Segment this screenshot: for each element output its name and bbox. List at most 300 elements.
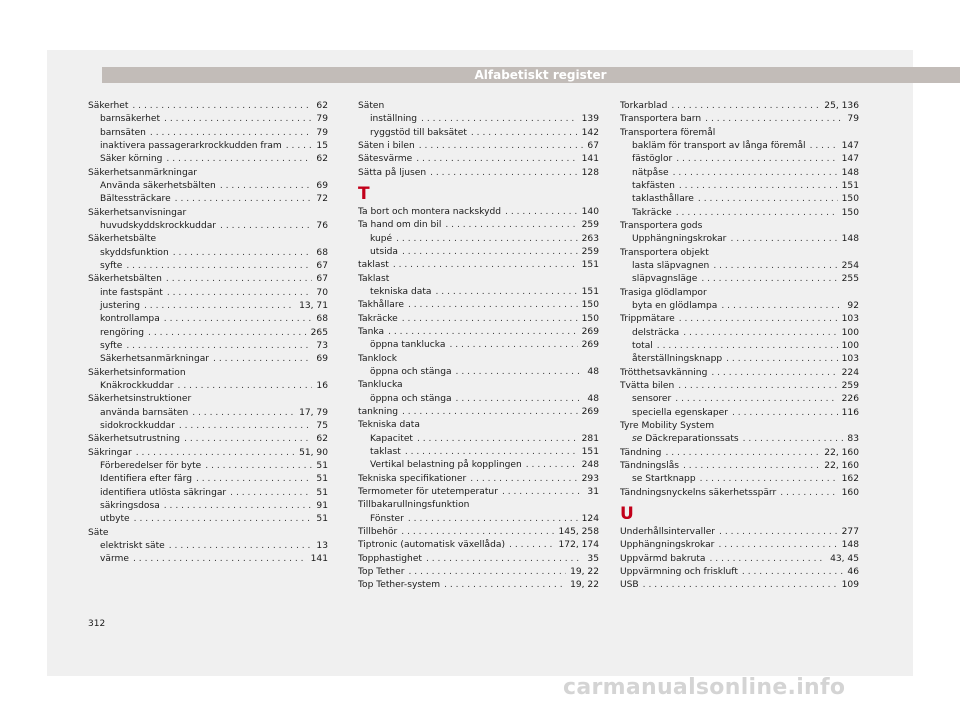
entry-term: Tvätta bilen bbox=[620, 380, 675, 391]
index-entry bbox=[358, 579, 599, 592]
dot-leader bbox=[676, 207, 838, 220]
index-subentry bbox=[88, 287, 328, 300]
index-entry bbox=[88, 527, 328, 540]
page-reference: 67 bbox=[316, 260, 328, 271]
index-entry bbox=[358, 259, 599, 272]
page-reference: 19, 22 bbox=[570, 566, 599, 577]
dot-leader bbox=[179, 420, 313, 433]
dot-leader bbox=[421, 113, 578, 126]
entry-term: delsträcka bbox=[632, 327, 680, 338]
page-reference: 43, 45 bbox=[830, 553, 859, 564]
page-reference: 62 bbox=[316, 434, 328, 445]
entry-term: Trippmätare bbox=[620, 314, 675, 325]
page-reference: 100 bbox=[841, 340, 859, 351]
index-entry bbox=[358, 100, 599, 113]
index-subentry bbox=[88, 180, 328, 193]
entry-term: elektriskt säte bbox=[100, 540, 165, 551]
index-subentry bbox=[88, 113, 328, 126]
dot-leader bbox=[166, 153, 312, 166]
entry-term: speciella egenskaper bbox=[632, 407, 728, 418]
dot-leader bbox=[679, 180, 838, 193]
entry-term: Taklast bbox=[358, 273, 390, 284]
entry-term: Termometer för utetemperatur bbox=[358, 486, 498, 497]
index-subentry bbox=[88, 473, 328, 486]
entry-term: Säkerhetsinstruktioner bbox=[88, 394, 192, 405]
page-reference: 22, 160 bbox=[824, 460, 859, 471]
dot-leader bbox=[780, 487, 837, 500]
page-reference: 124 bbox=[581, 513, 599, 524]
entry-term: värme bbox=[100, 554, 129, 565]
page-reference: 67 bbox=[316, 274, 328, 285]
dot-leader bbox=[144, 300, 295, 313]
entry-term: syfte bbox=[100, 260, 123, 271]
entry-term: Säkerhetsbälte bbox=[88, 234, 157, 245]
entry-term: lasta släpvagnen bbox=[632, 260, 710, 271]
entry-term: se Startknapp bbox=[632, 474, 696, 485]
index-entry bbox=[358, 167, 599, 180]
index-subentry bbox=[620, 193, 859, 206]
index-subentry bbox=[620, 233, 859, 246]
index-entry bbox=[358, 313, 599, 326]
page-reference: 151 bbox=[581, 286, 599, 297]
entry-term: syfte bbox=[100, 340, 123, 351]
entry-term: Tändningsnyckelns säkerhetsspärr bbox=[620, 487, 777, 498]
index-subentry bbox=[88, 380, 328, 393]
page-reference: 13, 71 bbox=[299, 300, 328, 311]
entry-term: identifiera utlösta säkringar bbox=[100, 487, 227, 498]
dot-leader bbox=[810, 140, 838, 153]
index-subentry bbox=[88, 153, 328, 166]
entry-term: Tanklucka bbox=[358, 380, 403, 391]
page-reference: 263 bbox=[581, 233, 599, 244]
dot-leader bbox=[679, 313, 838, 326]
entry-term: Säkerhetsutrustning bbox=[88, 434, 181, 445]
entry-term: Torkarblad bbox=[620, 101, 668, 111]
page-reference: 148 bbox=[841, 234, 859, 245]
entry-term: Uppvärmning och friskluft bbox=[620, 566, 738, 577]
page-reference: 148 bbox=[841, 167, 859, 178]
page-reference: 92 bbox=[847, 300, 859, 311]
index-subentry bbox=[358, 233, 599, 246]
index-subentry bbox=[620, 340, 859, 353]
index-entry bbox=[358, 473, 599, 486]
dot-leader bbox=[167, 287, 313, 300]
page-reference: 140 bbox=[581, 206, 599, 217]
page-reference: 51 bbox=[316, 487, 328, 498]
page-reference: 148 bbox=[841, 540, 859, 551]
index-entry bbox=[620, 447, 859, 460]
entry-term: återställningsknapp bbox=[632, 354, 723, 365]
index-entry bbox=[88, 447, 328, 460]
index-entry bbox=[88, 433, 328, 446]
page-reference: 255 bbox=[841, 274, 859, 285]
entry-term: Tanka bbox=[358, 326, 385, 337]
entry-term: Top Tether-system bbox=[358, 580, 441, 591]
dot-leader bbox=[401, 526, 554, 539]
page-reference: 269 bbox=[581, 340, 599, 351]
dot-leader bbox=[164, 500, 313, 513]
entry-term: Sätesvärme bbox=[358, 154, 413, 165]
page-reference: 17, 79 bbox=[299, 407, 328, 418]
index-entry bbox=[358, 153, 599, 166]
page-reference: 162 bbox=[841, 474, 859, 485]
index-entry bbox=[358, 406, 599, 419]
index-subentry bbox=[358, 286, 599, 299]
entry-term: Transportera barn bbox=[620, 114, 702, 125]
page-reference: 91 bbox=[316, 500, 328, 511]
entry-term: inaktivera passagerarkrockkudden fram bbox=[100, 140, 282, 151]
dot-leader bbox=[718, 539, 837, 552]
dot-leader bbox=[150, 127, 313, 140]
index-entry bbox=[88, 393, 328, 406]
index-subentry bbox=[88, 353, 328, 366]
page-reference: 76 bbox=[316, 220, 328, 231]
page-reference: 100 bbox=[841, 327, 859, 338]
page-reference: 62 bbox=[316, 154, 328, 165]
index-column-2 bbox=[358, 100, 599, 592]
dot-leader bbox=[220, 180, 313, 193]
dot-leader bbox=[732, 407, 838, 420]
entry-term: Säkerhetsbälten bbox=[88, 274, 162, 285]
entry-term: kupé bbox=[370, 233, 393, 244]
page-reference: 62 bbox=[316, 101, 328, 111]
index-entry bbox=[620, 579, 859, 592]
page-reference: 68 bbox=[316, 247, 328, 258]
dot-leader bbox=[470, 473, 577, 486]
dot-leader bbox=[430, 167, 578, 180]
page-reference: 150 bbox=[841, 194, 859, 205]
index-subentry bbox=[88, 300, 328, 313]
index-entry bbox=[358, 353, 599, 366]
dot-leader bbox=[710, 553, 827, 566]
index-subentry bbox=[358, 246, 599, 259]
entry-term: barnsäkerhet bbox=[100, 114, 161, 125]
entry-term: Säten bbox=[358, 101, 385, 111]
page-reference: 79 bbox=[316, 127, 328, 138]
dot-leader bbox=[408, 299, 578, 312]
dot-leader bbox=[205, 460, 312, 473]
entry-term: utbyte bbox=[100, 514, 130, 525]
index-subentry bbox=[88, 220, 328, 233]
dot-leader bbox=[178, 380, 313, 393]
page-reference: 259 bbox=[841, 380, 859, 391]
index-entry bbox=[358, 486, 599, 499]
entry-term: Topphastighet bbox=[358, 553, 422, 564]
page-reference: 67 bbox=[587, 140, 599, 151]
page-reference: 150 bbox=[841, 207, 859, 218]
page-reference: 103 bbox=[841, 314, 859, 325]
entry-term: inställning bbox=[370, 114, 418, 125]
page-reference: 160 bbox=[841, 487, 859, 498]
index-entry bbox=[88, 367, 328, 380]
dot-leader bbox=[192, 407, 295, 420]
index-entry bbox=[358, 499, 599, 512]
dot-leader bbox=[175, 193, 313, 206]
index-entry bbox=[358, 206, 599, 219]
dot-leader bbox=[402, 246, 578, 259]
entry-term: Takräcke bbox=[358, 313, 398, 324]
entry-term: Ta bort och montera nackskydd bbox=[358, 206, 502, 217]
index-entry bbox=[620, 100, 859, 113]
page-reference: 72 bbox=[316, 194, 328, 205]
dot-leader bbox=[719, 526, 838, 539]
index-entry bbox=[88, 167, 328, 180]
page-reference: 259 bbox=[581, 220, 599, 231]
page-reference: 142 bbox=[581, 127, 599, 138]
entry-term: tekniska data bbox=[370, 286, 432, 297]
page-reference: 48 bbox=[587, 366, 599, 377]
dot-leader bbox=[164, 313, 313, 326]
section-letter: U bbox=[620, 503, 634, 524]
dot-leader bbox=[230, 487, 312, 500]
page-reference: 13 bbox=[316, 540, 328, 551]
page-reference: 83 bbox=[847, 434, 859, 445]
page-reference: 151 bbox=[581, 260, 599, 271]
dot-leader bbox=[700, 473, 838, 486]
index-entry bbox=[620, 380, 859, 393]
entry-term: Sätta på ljusen bbox=[358, 167, 427, 178]
index-subentry bbox=[620, 407, 859, 420]
index-entry bbox=[620, 539, 859, 552]
dot-leader bbox=[730, 233, 837, 246]
index-subentry bbox=[620, 327, 859, 340]
dot-leader bbox=[743, 433, 844, 446]
page-reference: 73 bbox=[316, 340, 328, 351]
page-reference: 103 bbox=[841, 354, 859, 365]
entry-term: Tiptronic (automatisk växellåda) bbox=[358, 540, 506, 551]
dot-leader bbox=[134, 513, 313, 526]
page-reference: 139 bbox=[581, 114, 599, 125]
dot-leader bbox=[220, 220, 312, 233]
dot-leader bbox=[416, 153, 577, 166]
index-subentry bbox=[88, 487, 328, 500]
page-reference: 293 bbox=[581, 473, 599, 484]
page-reference: 48 bbox=[587, 393, 599, 404]
dot-leader bbox=[449, 339, 577, 352]
page-reference: 51, 90 bbox=[299, 447, 328, 458]
entry-term: Trötthetsavkänning bbox=[620, 367, 708, 378]
entry-term: justering bbox=[100, 300, 140, 311]
dot-leader bbox=[705, 113, 843, 126]
index-entry bbox=[358, 219, 599, 232]
index-subentry bbox=[88, 260, 328, 273]
page-reference: 259 bbox=[581, 246, 599, 257]
watermark: carmanualsonline.info bbox=[563, 675, 846, 700]
entry-term: Tekniska specifikationer bbox=[358, 473, 467, 484]
page-reference: 224 bbox=[841, 367, 859, 378]
entry-term: tankning bbox=[358, 406, 398, 417]
index-subentry bbox=[620, 393, 859, 406]
entry-term: Säkerhetsanmärkningar bbox=[100, 354, 210, 365]
dot-leader bbox=[742, 566, 844, 579]
entry-term: taklast bbox=[358, 260, 389, 271]
dot-leader bbox=[673, 167, 838, 180]
page-reference: 35 bbox=[587, 553, 599, 564]
entry-term: Säkerhet bbox=[88, 101, 129, 111]
index-entry bbox=[620, 566, 859, 579]
entry-term: Tillbakarullningsfunktion bbox=[358, 500, 470, 511]
page-reference: 281 bbox=[581, 433, 599, 444]
dot-leader bbox=[683, 460, 820, 473]
page-reference: 226 bbox=[841, 394, 859, 405]
dot-leader bbox=[393, 259, 578, 272]
page-reference: 31 bbox=[587, 486, 599, 497]
page-reference: 46 bbox=[847, 566, 859, 577]
entry-term: Identifiera efter färg bbox=[100, 474, 192, 485]
page-reference: 69 bbox=[316, 180, 328, 191]
entry-term: inte fastspänt bbox=[100, 287, 163, 298]
entry-term: bakläm för transport av långa föremål bbox=[632, 140, 806, 151]
index-subentry bbox=[620, 353, 859, 366]
index-subentry bbox=[88, 513, 328, 526]
dot-leader bbox=[676, 153, 837, 166]
entry-term: Säten i bilen bbox=[358, 140, 415, 151]
index-entry bbox=[358, 326, 599, 339]
dot-leader bbox=[173, 247, 313, 260]
dot-leader bbox=[445, 219, 577, 232]
entry-term: Transportera objekt bbox=[620, 247, 709, 258]
index-entry bbox=[88, 233, 328, 246]
dot-leader bbox=[657, 340, 838, 353]
index-subentry bbox=[358, 446, 599, 459]
entry-term: Takräcke bbox=[632, 207, 672, 218]
dot-leader bbox=[405, 446, 578, 459]
section-letter: T bbox=[358, 183, 370, 204]
index-subentry bbox=[88, 127, 328, 140]
index-subentry bbox=[88, 140, 328, 153]
index-entry bbox=[620, 367, 859, 380]
entry-term: se Däckreparationssats bbox=[632, 434, 739, 445]
entry-term: Säte bbox=[88, 527, 109, 538]
dot-leader bbox=[502, 486, 583, 499]
page-reference: 68 bbox=[316, 314, 328, 325]
entry-term: Säkerhetsanmärkningar bbox=[88, 167, 198, 178]
dot-leader bbox=[419, 140, 584, 153]
index-entry bbox=[358, 273, 599, 286]
entry-term: kontrollampa bbox=[100, 314, 160, 325]
dot-leader bbox=[436, 286, 578, 299]
dot-leader bbox=[196, 473, 312, 486]
dot-leader bbox=[132, 100, 312, 113]
dot-leader bbox=[444, 579, 566, 592]
index-subentry bbox=[88, 460, 328, 473]
entry-term: Top Tether bbox=[358, 566, 405, 577]
page-title: Alfabetiskt register bbox=[102, 67, 960, 83]
index-subentry bbox=[88, 500, 328, 513]
entry-term: Säkerhetsinformation bbox=[88, 367, 186, 378]
page-reference: 22, 160 bbox=[824, 447, 859, 458]
dot-leader bbox=[698, 193, 838, 206]
entry-term: Trasiga glödlampor bbox=[620, 287, 707, 298]
page-reference: 109 bbox=[841, 580, 859, 591]
index-subentry bbox=[620, 473, 859, 486]
dot-leader bbox=[402, 313, 578, 326]
page-reference: 151 bbox=[841, 180, 859, 191]
entry-term: Tillbehör bbox=[358, 526, 398, 537]
dot-leader bbox=[526, 459, 578, 472]
entry-term: Tändningslås bbox=[620, 460, 680, 471]
dot-leader bbox=[509, 539, 554, 552]
index-subentry bbox=[358, 366, 599, 379]
dot-leader bbox=[456, 393, 584, 406]
entry-term: använda barnsäten bbox=[100, 407, 189, 418]
page-reference: 147 bbox=[841, 154, 859, 165]
entry-term: Ta hand om din bil bbox=[358, 220, 442, 231]
entry-term: Uppvärmd bakruta bbox=[620, 553, 706, 564]
index-subentry bbox=[620, 153, 859, 166]
index-entry bbox=[358, 419, 599, 432]
dot-leader bbox=[396, 233, 578, 246]
page-reference: 79 bbox=[316, 114, 328, 125]
page-reference: 75 bbox=[316, 420, 328, 431]
index-entry bbox=[358, 299, 599, 312]
dot-leader bbox=[148, 327, 307, 340]
entry-term: utsida bbox=[370, 246, 398, 257]
entry-term: barnsäten bbox=[100, 127, 146, 138]
index-entry bbox=[620, 553, 859, 566]
page-reference: 151 bbox=[581, 446, 599, 457]
index-entry bbox=[620, 526, 859, 539]
entry-term: Upphängningskrokar bbox=[620, 540, 715, 551]
entry-term: Tanklock bbox=[358, 353, 398, 364]
page-reference: 248 bbox=[581, 460, 599, 471]
dot-leader bbox=[643, 579, 838, 592]
dot-leader bbox=[671, 100, 820, 113]
index-entry bbox=[620, 247, 859, 260]
page-reference: 128 bbox=[581, 167, 599, 178]
entry-term: Vertikal belastning på kopplingen bbox=[370, 460, 522, 471]
index-entry bbox=[620, 287, 859, 300]
index-entry bbox=[358, 526, 599, 539]
page-reference: 150 bbox=[581, 313, 599, 324]
page-reference: 141 bbox=[581, 154, 599, 165]
index-entry bbox=[620, 113, 859, 126]
index-subentry bbox=[620, 167, 859, 180]
index-column-1 bbox=[88, 100, 328, 566]
index-entry bbox=[358, 553, 599, 566]
index-entry bbox=[358, 140, 599, 153]
index-subentry bbox=[358, 433, 599, 446]
entry-term: Upphängningskrokar bbox=[632, 234, 727, 245]
index-subentry bbox=[88, 313, 328, 326]
entry-term: Använda säkerhetsbälten bbox=[100, 180, 216, 191]
page-reference: 15 bbox=[316, 140, 328, 151]
index-entry bbox=[88, 207, 328, 220]
dot-leader bbox=[456, 366, 584, 379]
dot-leader bbox=[675, 393, 837, 406]
entry-term: taklast bbox=[370, 446, 401, 457]
dot-leader bbox=[126, 260, 312, 273]
dot-leader bbox=[426, 553, 583, 566]
entry-term: huvudskyddskrockkuddar bbox=[100, 220, 217, 231]
entry-term: USB bbox=[620, 580, 639, 591]
index-subentry bbox=[620, 140, 859, 153]
dot-leader bbox=[726, 353, 838, 366]
dot-leader bbox=[133, 553, 307, 566]
entry-term: skyddsfunktion bbox=[100, 247, 169, 258]
index-subentry bbox=[358, 339, 599, 352]
dot-leader bbox=[164, 113, 312, 126]
entry-term: total bbox=[632, 340, 653, 351]
entry-term: säkringsdosa bbox=[100, 500, 160, 511]
entry-term: takfästen bbox=[632, 180, 675, 191]
dot-leader bbox=[136, 447, 295, 460]
entry-term: släpvagnsläge bbox=[632, 274, 698, 285]
entry-term: Fönster bbox=[370, 513, 404, 524]
index-entry bbox=[620, 127, 859, 140]
entry-term: öppna och stänga bbox=[370, 393, 452, 404]
index-entry bbox=[88, 273, 328, 286]
